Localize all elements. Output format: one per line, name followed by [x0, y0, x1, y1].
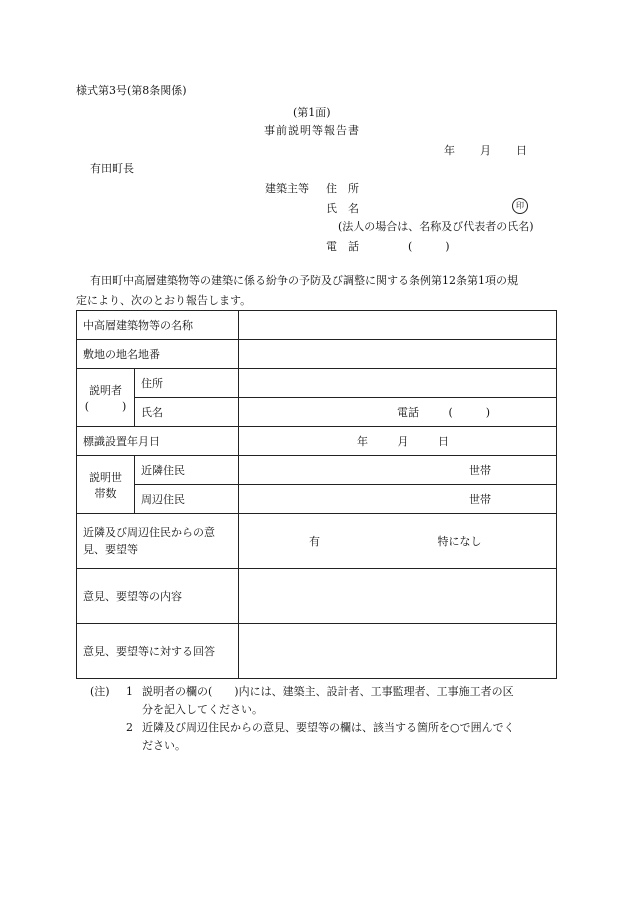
row-lot-address	[77, 340, 557, 369]
sign-date-field[interactable]	[239, 427, 557, 456]
row-nearby-households	[77, 456, 557, 485]
corporate-note: (法人の場合は、名称及び代表者の氏名)	[338, 220, 534, 233]
opinion-content-field[interactable]	[239, 569, 557, 624]
building-name-field[interactable]	[239, 311, 557, 340]
nearby-residents-label: 近隣住民	[135, 456, 239, 485]
explainer-label-cell	[77, 369, 135, 427]
note-1-number: 1	[126, 685, 133, 698]
sign-date-year: 年	[357, 435, 368, 448]
row-sign-date	[77, 427, 557, 456]
explainer-parens: ( )	[84, 399, 127, 413]
explainer-phone-parens: ( )	[448, 406, 491, 419]
lot-address-label: 敷地の地名地番	[77, 340, 239, 369]
explainer-phone-label: 電話	[397, 406, 419, 419]
opinions-label-1: 近隣及び周辺住民からの意	[83, 526, 215, 539]
row-explainer-address	[77, 369, 557, 398]
explainer-address-label: 住所	[135, 369, 239, 398]
households-label-2: 帯数	[94, 486, 117, 500]
row-opinion-content	[77, 569, 557, 624]
opinions-label	[77, 514, 239, 569]
surrounding-residents-label: 周辺住民	[135, 485, 239, 514]
opinions-field[interactable]	[239, 514, 557, 569]
page-label: (第1面)	[293, 106, 331, 119]
explainer-address-field[interactable]	[239, 369, 557, 398]
addressee: 有田町長	[90, 162, 134, 175]
opinion-reply-field[interactable]	[239, 624, 557, 679]
sign-date-label: 標識設置年月日	[77, 427, 239, 456]
sign-date-day: 日	[438, 435, 449, 448]
note-2-line-1: 近隣及び周辺住民からの意見、要望等の欄は、該当する箇所を○で囲んでく	[142, 721, 515, 734]
nearby-households-unit: 世帯	[469, 464, 491, 477]
note-1-line-1: 説明者の欄の( )内には、建築主、設計者、工事監理者、工事施工者の区	[142, 685, 514, 698]
opinion-none-option[interactable]: 特になし	[437, 535, 482, 548]
applicant-role: 建築主等	[265, 182, 309, 195]
sign-date-month: 月	[397, 435, 409, 448]
nearby-households-field[interactable]	[239, 456, 557, 485]
form-number: 様式第3号(第8条関係)	[76, 84, 187, 97]
surrounding-households-field[interactable]	[239, 485, 557, 514]
date-month: 月	[480, 144, 491, 157]
households-label-1: 説明世	[89, 470, 122, 484]
row-explainer-name	[77, 398, 557, 427]
seal-icon: 印	[512, 198, 528, 214]
opinion-content-label: 意見、要望等の内容	[77, 569, 239, 624]
note-2-number: 2	[126, 721, 133, 734]
report-table	[76, 310, 557, 679]
note-2-line-2: ださい。	[142, 739, 186, 752]
notes-heading: (注)	[90, 685, 110, 698]
phone-label: 電 話	[326, 240, 359, 253]
seal-mark	[512, 198, 528, 214]
row-opinion-reply	[77, 624, 557, 679]
row-opinions	[77, 514, 557, 569]
households-label-cell	[77, 456, 135, 514]
explainer-name-label: 氏名	[135, 398, 239, 427]
row-surrounding-households	[77, 485, 557, 514]
opinions-label-2: 見、要望等	[83, 543, 138, 556]
explainer-name-field[interactable]	[239, 398, 557, 427]
building-name-label: 中高層建築物等の名称	[77, 311, 239, 340]
lot-address-field[interactable]	[239, 340, 557, 369]
row-building-name	[77, 311, 557, 340]
document-title: 事前説明等報告書	[264, 124, 360, 137]
name-label: 氏 名	[326, 202, 359, 215]
explainer-label: 説明者	[89, 383, 122, 397]
phone-parens: ( )	[408, 240, 450, 253]
date-year: 年	[444, 144, 455, 157]
intro-text-2: 定により、次のとおり報告します。	[76, 294, 252, 307]
opinion-reply-label: 意見、要望等に対する回答	[77, 624, 239, 679]
intro-text-1: 有田町中高層建築物等の建築に係る紛争の予防及び調整に関する条例第12条第1項の規	[90, 274, 518, 287]
address-label: 住 所	[326, 182, 359, 195]
date-day: 日	[516, 144, 527, 157]
note-1-line-2: 分を記入してください。	[142, 703, 263, 716]
opinion-yes-option[interactable]: 有	[309, 535, 320, 548]
surrounding-households-unit: 世帯	[469, 493, 491, 506]
